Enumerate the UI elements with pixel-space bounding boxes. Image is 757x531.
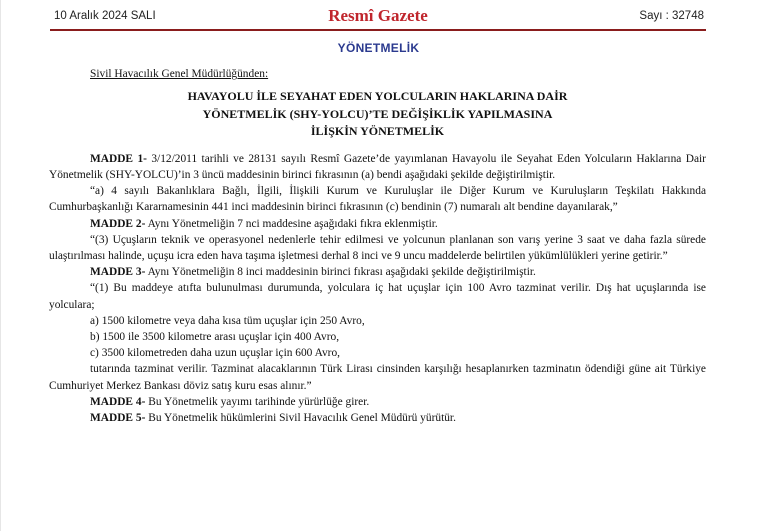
article-2-quote: “(3) Uçuşların teknik ve operasyonel nedenlerle tehir edilmesi ve yolcunun planlanan son varış yerine 3 saat ve daha fazla sürede ulaştırılması halinde, uçuşu icra eden hava taşıma işletmesi derhal 8 inci ve 9 uncu maddelerde belirtilen yükümlülükleri yerine getirir.” <box>49 233 706 262</box>
article-2 <box>49 216 706 232</box>
article-2-label: MADDE 2- <box>90 217 146 230</box>
article-1-label: MADDE 1- <box>90 152 147 165</box>
regulation-title <box>49 88 706 141</box>
article-2-text: Aynı Yönetmeliğin 7 nci maddesine aşağıdaki fıkra eklenmiştir. <box>145 217 438 230</box>
article-3-quote: “(1) Bu maddeye atıfta bulunulması durumunda, yolculara iç hat uçuşlar için 100 Avro tazminat verilir. Dış hat uçuşlarında ise yolculara; <box>49 282 706 311</box>
section-label: YÖNETMELİK <box>337 41 420 55</box>
article-3-closing: tutarında tazminat verilir. Tazminat alacaklarının Türk Lirası cinsinden karşılığı hesaplanırken tazminatın ödendiği güne ait Türkiye Cumhuriyet Merkez Bankası döviz satış kuru esas alınır.” <box>49 363 706 392</box>
title-line-3: İLİŞKİN YÖNETMELİK <box>310 124 445 139</box>
article-4-label: MADDE 4- <box>90 395 146 408</box>
page-edge <box>0 0 1 531</box>
article-3-item-a: a) 1500 kilometre veya daha kısa tüm uçuşlar için 250 Avro, <box>90 314 365 327</box>
title-line-2: YÖNETMELİK (SHY-YOLCU)’TE DEĞİŞİKLİK YAPILMASINA <box>202 106 553 121</box>
article-3-label: MADDE 3- <box>90 266 146 279</box>
title-line-1: HAVAYOLU İLE SEYAHAT EDEN YOLCULARIN HAKLARINA DAİR <box>187 89 568 104</box>
issue-number: Sayı : 32748 <box>639 10 704 22</box>
issue-date: 10 Aralık 2024 SALI <box>54 10 156 22</box>
header-rule <box>50 29 706 31</box>
article-5-label: MADDE 5- <box>90 411 146 424</box>
gazette-header <box>50 0 706 32</box>
article-3-item-b: b) 1500 ile 3500 kilometre arası uçuşlar için 400 Avro, <box>90 330 340 343</box>
article-5 <box>49 410 706 426</box>
article-1-quote: “a) 4 sayılı Bakanlıklara Bağlı, İlgili, İlişkili Kurum ve Kuruluşlar ile Diğer Kurum ve Kuruluşların Teşkilatı Hakkında Cumhurbaşkanlığı Kararnamesinin 441 inci maddesinin birinci fıkrasının (c) bendinin (7) numaralı alt bendine dayanılarak,” <box>49 185 706 214</box>
article-3-text: Aynı Yönetmeliğin 8 inci maddesinin birinci fıkrası aşağıdaki şekilde değiştirilmiştir. <box>145 266 536 279</box>
article-4 <box>49 394 706 410</box>
article-1-text: 3/12/2011 tarihli ve 28131 sayılı Resmî Gazete’de yayımlanan Havayolu ile Seyahat Eden Yolcuların Haklarına Dair Yönetmelik (SHY-YOLCU)’in 3 üncü maddesinin birinci fıkrasının (a) bendi aşağıdaki şekilde değiştirilmiştir. <box>49 152 706 181</box>
gazette-title: Resmî Gazete <box>328 6 428 25</box>
article-5-text: Bu Yönetmelik hükümlerini Sivil Havacılık Genel Müdürü yürütür. <box>145 411 456 424</box>
article-4-text: Bu Yönetmelik yayımı tarihinde yürürlüğe girer. <box>145 395 370 408</box>
issuing-agency: Sivil Havacılık Genel Müdürlüğünden: <box>90 68 269 80</box>
article-1 <box>49 151 706 183</box>
article-3-item-c: c) 3500 kilometreden daha uzun uçuşlar için 600 Avro, <box>90 347 340 360</box>
regulation-body <box>49 66 706 426</box>
article-3 <box>49 264 706 280</box>
